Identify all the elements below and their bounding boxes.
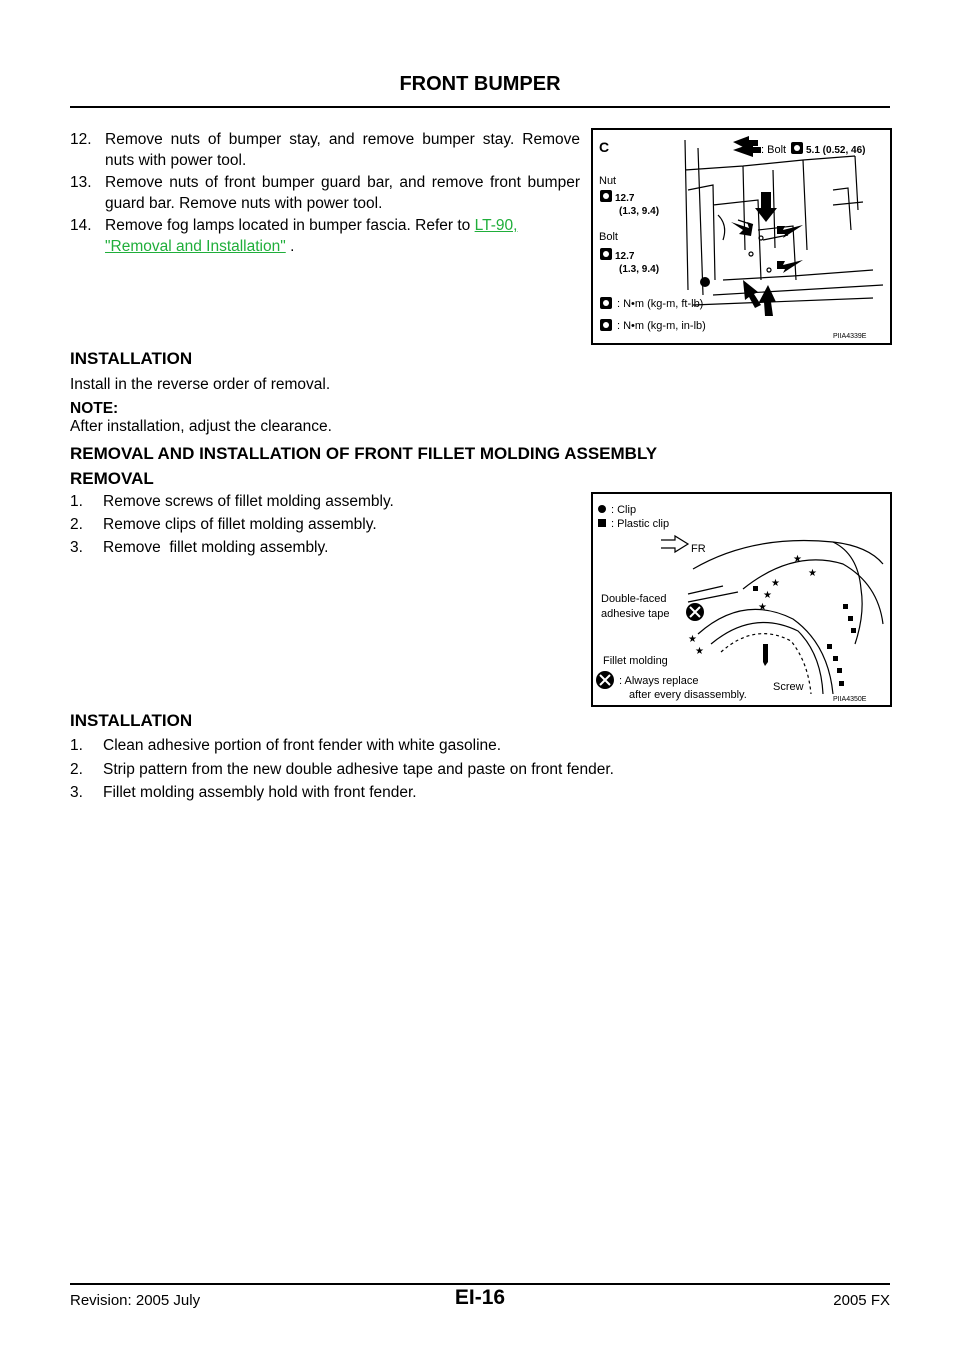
legend-in-lb: : N•m (kg-m, in-lb)	[617, 320, 706, 332]
bumper-stay-figure	[591, 128, 892, 345]
screw-icon	[763, 644, 768, 666]
screw-label: Screw	[773, 681, 804, 693]
nut-torque-1: 12.7	[615, 193, 635, 204]
step-text-before: Remove fog lamps located in bumper fascia. Refer to	[105, 217, 471, 234]
removal-step-1	[70, 491, 550, 512]
step-number: 3.	[70, 539, 83, 556]
bolt2-torque-1: 12.7	[615, 251, 635, 262]
lt-90-link[interactable]: LT-90,	[474, 217, 518, 234]
step-text: Remove nuts of front bumper guard bar, and remove front bumper guard bar. Remove nuts with power tool.	[105, 174, 580, 212]
fillet-molding-label: Fillet molding	[603, 655, 668, 667]
step-text: Remove fillet molding assembly.	[103, 539, 329, 556]
clip-label: : Clip	[611, 504, 637, 516]
step-number: 1.	[70, 737, 83, 754]
footer-rule	[70, 1283, 890, 1285]
nut-torque-2: (1.3, 9.4)	[619, 206, 660, 217]
footer-revision: Revision: 2005 July	[70, 1292, 201, 1309]
bolt2-label: Bolt	[599, 231, 618, 243]
step-number: 1.	[70, 493, 83, 510]
installation-heading-2: INSTALLATION	[70, 711, 193, 730]
figure-code: PIIA4350E	[833, 696, 867, 703]
install-step-1	[70, 735, 890, 756]
fr-label: FR	[691, 543, 706, 555]
step-12	[70, 129, 580, 171]
note-label: NOTE:	[70, 400, 119, 417]
install-step-3	[70, 782, 890, 803]
installation-heading: INSTALLATION	[70, 349, 193, 368]
step-13	[70, 172, 580, 214]
svg-text:★: ★	[793, 554, 802, 565]
removal-step-3	[70, 537, 550, 558]
step-number: 2.	[70, 761, 83, 778]
nut-label: Nut	[599, 175, 617, 187]
installation-text: Install in the reverse order of removal.	[70, 376, 331, 393]
plastic-clip-legend-icon	[598, 519, 606, 527]
footer-page-number: EI-16	[454, 1286, 506, 1309]
bolt2-torque-2: (1.3, 9.4)	[619, 264, 660, 275]
svg-text:★: ★	[688, 634, 697, 645]
step-text	[105, 215, 580, 257]
step-number: 12.	[70, 131, 92, 148]
removal-installation-link[interactable]: "Removal and Installation"	[105, 238, 286, 255]
install-step-2	[70, 759, 890, 780]
svg-text:★: ★	[808, 568, 817, 579]
fillet-molding-figure	[591, 492, 892, 707]
step-text: Remove nuts of bumper stay, and remove bumper stay. Remove nuts with power tool.	[105, 131, 580, 169]
step-text: Fillet molding assembly hold with front fender.	[103, 784, 417, 801]
svg-text:★: ★	[758, 602, 767, 613]
fillet-molding-section-heading: REMOVAL AND INSTALLATION OF FRONT FILLET MOLDING ASSEMBLY	[70, 444, 658, 463]
tape-label-2: adhesive tape	[601, 608, 670, 620]
bolt-label: : Bolt	[761, 144, 787, 156]
page-title: FRONT BUMPER	[399, 73, 561, 95]
legend-ft-lb: : N•m (kg-m, ft-lb)	[617, 298, 704, 310]
step-text: Clean adhesive portion of front fender with white gasoline.	[103, 737, 502, 754]
step-text-after: .	[290, 238, 295, 255]
figure-letter: C	[599, 139, 610, 155]
step-14	[70, 215, 580, 257]
svg-text:★: ★	[771, 578, 780, 589]
note-text: After installation, adjust the clearance.	[70, 418, 332, 435]
step-text: Remove screws of fillet molding assembly.	[103, 493, 394, 510]
svg-text:★: ★	[695, 646, 704, 657]
header-rule	[70, 106, 890, 108]
plastic-clip-label: : Plastic clip	[611, 518, 670, 530]
figure-code: PIIA4339E	[833, 333, 867, 340]
footer-model: 2005 FX	[833, 1292, 890, 1309]
fillet-molding-diagram	[593, 494, 890, 705]
removal-heading: REMOVAL	[70, 469, 154, 488]
plastic-clip-icon	[753, 586, 856, 686]
step-text: Remove clips of fillet molding assembly.	[103, 516, 377, 533]
step-number: 2.	[70, 516, 83, 533]
replace-label-2: after every disassembly.	[629, 689, 747, 701]
tape-label-1: Double-faced	[601, 593, 667, 605]
bolt-icon	[700, 277, 710, 287]
bumper-stay-diagram	[593, 130, 890, 343]
bolt-torque: 5.1 (0.52, 46)	[806, 145, 866, 156]
clip-icon	[598, 505, 606, 513]
step-number: 13.	[70, 174, 92, 191]
svg-text:★: ★	[763, 590, 772, 601]
step-number: 3.	[70, 784, 83, 801]
step-text: Strip pattern from the new double adhesive tape and paste on front fender.	[103, 761, 614, 778]
replace-label-1: : Always replace	[619, 675, 699, 687]
step-number: 14.	[70, 217, 92, 234]
removal-step-2	[70, 514, 550, 535]
